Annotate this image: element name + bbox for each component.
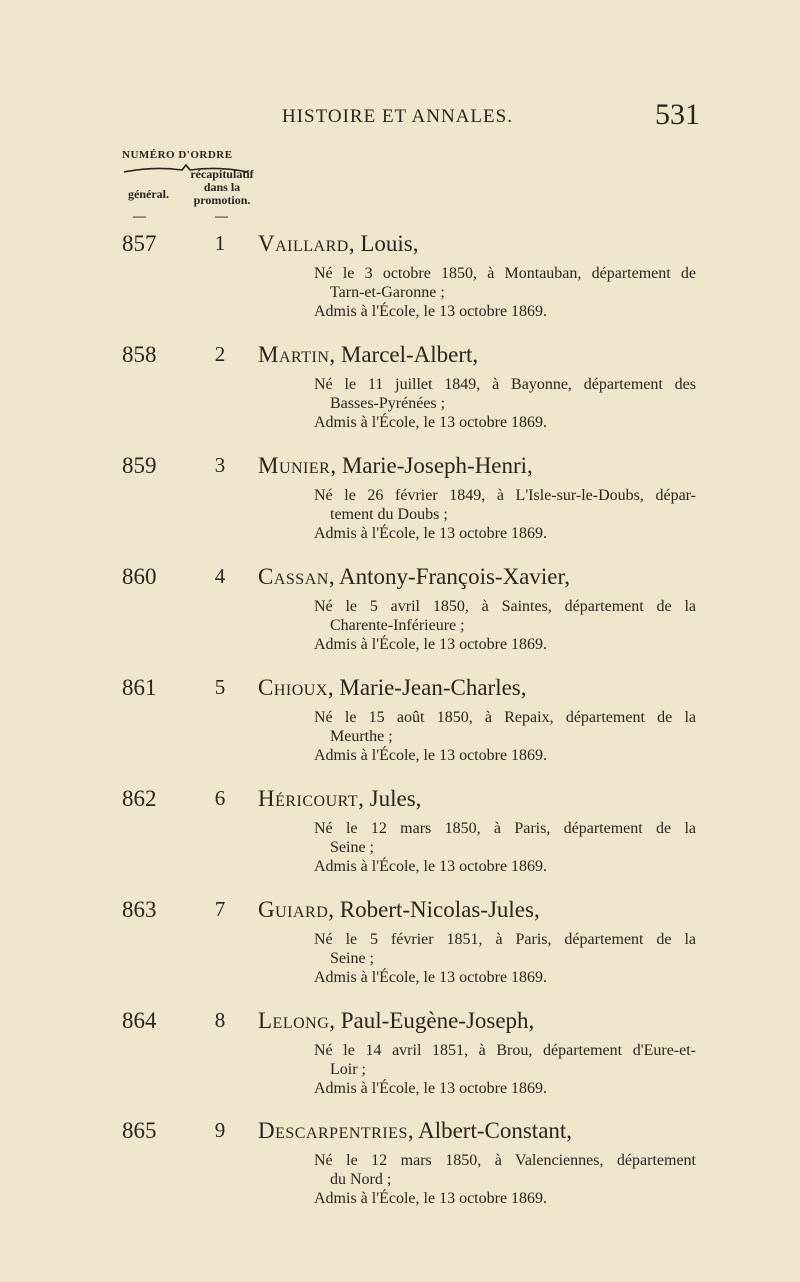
- entry-surname: Lelong: [258, 1008, 330, 1033]
- entry-row: [0, 453, 800, 573]
- entry-birth-line: Né le 12 mars 1850, à Valenciennes, département: [314, 1152, 696, 1169]
- entry-row: [0, 231, 800, 351]
- entry-row: [0, 1118, 800, 1238]
- entry-number-general: 864: [122, 1008, 157, 1033]
- page-number: 531: [655, 98, 700, 131]
- entry-number-general: 857: [122, 231, 157, 256]
- entry-admission: Admis à l'École, le 13 octobre 1869.: [314, 414, 548, 431]
- entry-birth-line: Né le 11 juillet 1849, à Bayonne, département des: [314, 376, 696, 393]
- entry-number-recap: 7: [214, 897, 226, 921]
- entry-number-recap: 5: [214, 675, 226, 699]
- entry-surname: Vaillard: [258, 231, 349, 256]
- entry-number-general: 862: [122, 786, 157, 811]
- entry-admission: Admis à l'École, le 13 octobre 1869.: [314, 858, 548, 875]
- entry-admission: Admis à l'École, le 13 octobre 1869.: [314, 747, 548, 764]
- entry-admission: Admis à l'École, le 13 octobre 1869.: [314, 525, 548, 542]
- entry-birth-line: Né le 26 février 1849, à L'Isle-sur-le-Doubs, dépar-: [314, 487, 696, 504]
- entry-row: [0, 897, 800, 1017]
- entry-given-names: , Antony-François-Xavier,: [328, 564, 570, 589]
- entry-number-general: 861: [122, 675, 157, 700]
- entry-admission: Admis à l'École, le 13 octobre 1869.: [314, 303, 548, 320]
- entry-name: [258, 897, 540, 923]
- entry-birth-continuation: Meurthe ;: [330, 728, 393, 745]
- entry-row: [0, 1008, 800, 1128]
- entry-name: [258, 1008, 534, 1034]
- entry-name: [258, 675, 527, 701]
- entry-birth-line: Né le 5 février 1851, à Paris, département de la: [314, 931, 696, 948]
- column-header-general: général.: [128, 187, 169, 201]
- entry-given-names: , Marie-Joseph-Henri,: [330, 453, 533, 478]
- entry-admission: Admis à l'École, le 13 octobre 1869.: [314, 636, 548, 653]
- running-title: HISTOIRE ET ANNALES.: [282, 106, 513, 127]
- column-header-numero-ordre: NUMÉRO D'ORDRE: [122, 149, 233, 161]
- entry-birth-continuation: Seine ;: [330, 950, 374, 967]
- entry-surname: Martin: [258, 342, 330, 367]
- entry-birth-continuation: Basses-Pyrénées ;: [330, 395, 446, 412]
- entry-row: [0, 342, 800, 462]
- entry-name: [258, 786, 421, 812]
- entry-given-names: , Marcel-Albert,: [329, 342, 479, 367]
- entry-surname: Descarpentries: [258, 1118, 408, 1143]
- entry-birth-line: Né le 14 avril 1851, à Brou, département d'Eure-et-: [314, 1042, 696, 1059]
- column-dash-recap: —: [215, 208, 228, 223]
- entry-given-names: , Marie-Jean-Charles,: [327, 675, 527, 700]
- entry-number-general: 860: [122, 564, 157, 589]
- entry-birth-continuation: Charente-Inférieure ;: [330, 617, 465, 634]
- entry-name: [258, 453, 533, 479]
- entry-row: [0, 786, 800, 906]
- entry-number-recap: 4: [214, 564, 226, 588]
- entry-admission: Admis à l'École, le 13 octobre 1869.: [314, 1190, 548, 1207]
- entry-number-general: 863: [122, 897, 157, 922]
- entry-birth-continuation: tement du Doubs ;: [330, 506, 448, 523]
- entry-birth-continuation: Seine ;: [330, 839, 374, 856]
- entry-surname: Guiard: [258, 897, 329, 922]
- entry-number-recap: 1: [214, 231, 226, 255]
- entry-number-recap: 6: [214, 786, 226, 810]
- entry-surname: Cassan: [258, 564, 329, 589]
- entry-birth-continuation: Loir ;: [330, 1061, 366, 1078]
- entry-name: [258, 1118, 572, 1144]
- column-dash-general: —: [133, 208, 146, 223]
- entry-admission: Admis à l'École, le 13 octobre 1869.: [314, 969, 548, 986]
- entry-given-names: , Louis,: [348, 231, 419, 256]
- entry-number-recap: 3: [214, 453, 226, 477]
- entry-given-names: , Robert-Nicolas-Jules,: [328, 897, 540, 922]
- entry-birth-line: Né le 5 avril 1850, à Saintes, département de la: [314, 598, 696, 615]
- recap-line-1: récapitulatif: [190, 167, 254, 181]
- entry-surname: Héricourt: [258, 786, 359, 811]
- entry-number-recap: 8: [214, 1008, 226, 1032]
- recap-line-2: dans la: [203, 180, 241, 194]
- entry-admission: Admis à l'École, le 13 octobre 1869.: [314, 1080, 548, 1097]
- entry-number-recap: 2: [214, 342, 226, 366]
- entry-birth-line: Né le 15 août 1850, à Repaix, département de la: [314, 709, 696, 726]
- entry-given-names: , Jules,: [358, 786, 422, 811]
- entry-birth-continuation: du Nord ;: [330, 1171, 392, 1188]
- entry-name: [258, 342, 478, 368]
- entry-surname: Munier: [258, 453, 331, 478]
- entry-row: [0, 564, 800, 684]
- entry-number-general: 859: [122, 453, 157, 478]
- entry-surname: Chioux: [258, 675, 328, 700]
- entry-birth-continuation: Tarn-et-Garonne ;: [330, 284, 445, 301]
- entry-given-names: , Albert-Constant,: [407, 1118, 573, 1143]
- entry-number-recap: 9: [214, 1118, 226, 1142]
- entry-birth-line: Né le 12 mars 1850, à Paris, département de la: [314, 820, 696, 837]
- entry-row: [0, 675, 800, 795]
- recap-line-3: promotion.: [193, 193, 251, 207]
- entry-name: [258, 231, 418, 257]
- entry-birth-line: Né le 3 octobre 1850, à Montauban, département de: [314, 265, 696, 282]
- column-header-recapitulatif: [180, 168, 264, 207]
- entry-given-names: , Paul-Eugène-Joseph,: [329, 1008, 535, 1033]
- entry-number-general: 858: [122, 342, 157, 367]
- entry-number-general: 865: [122, 1118, 157, 1143]
- entry-name: [258, 564, 570, 590]
